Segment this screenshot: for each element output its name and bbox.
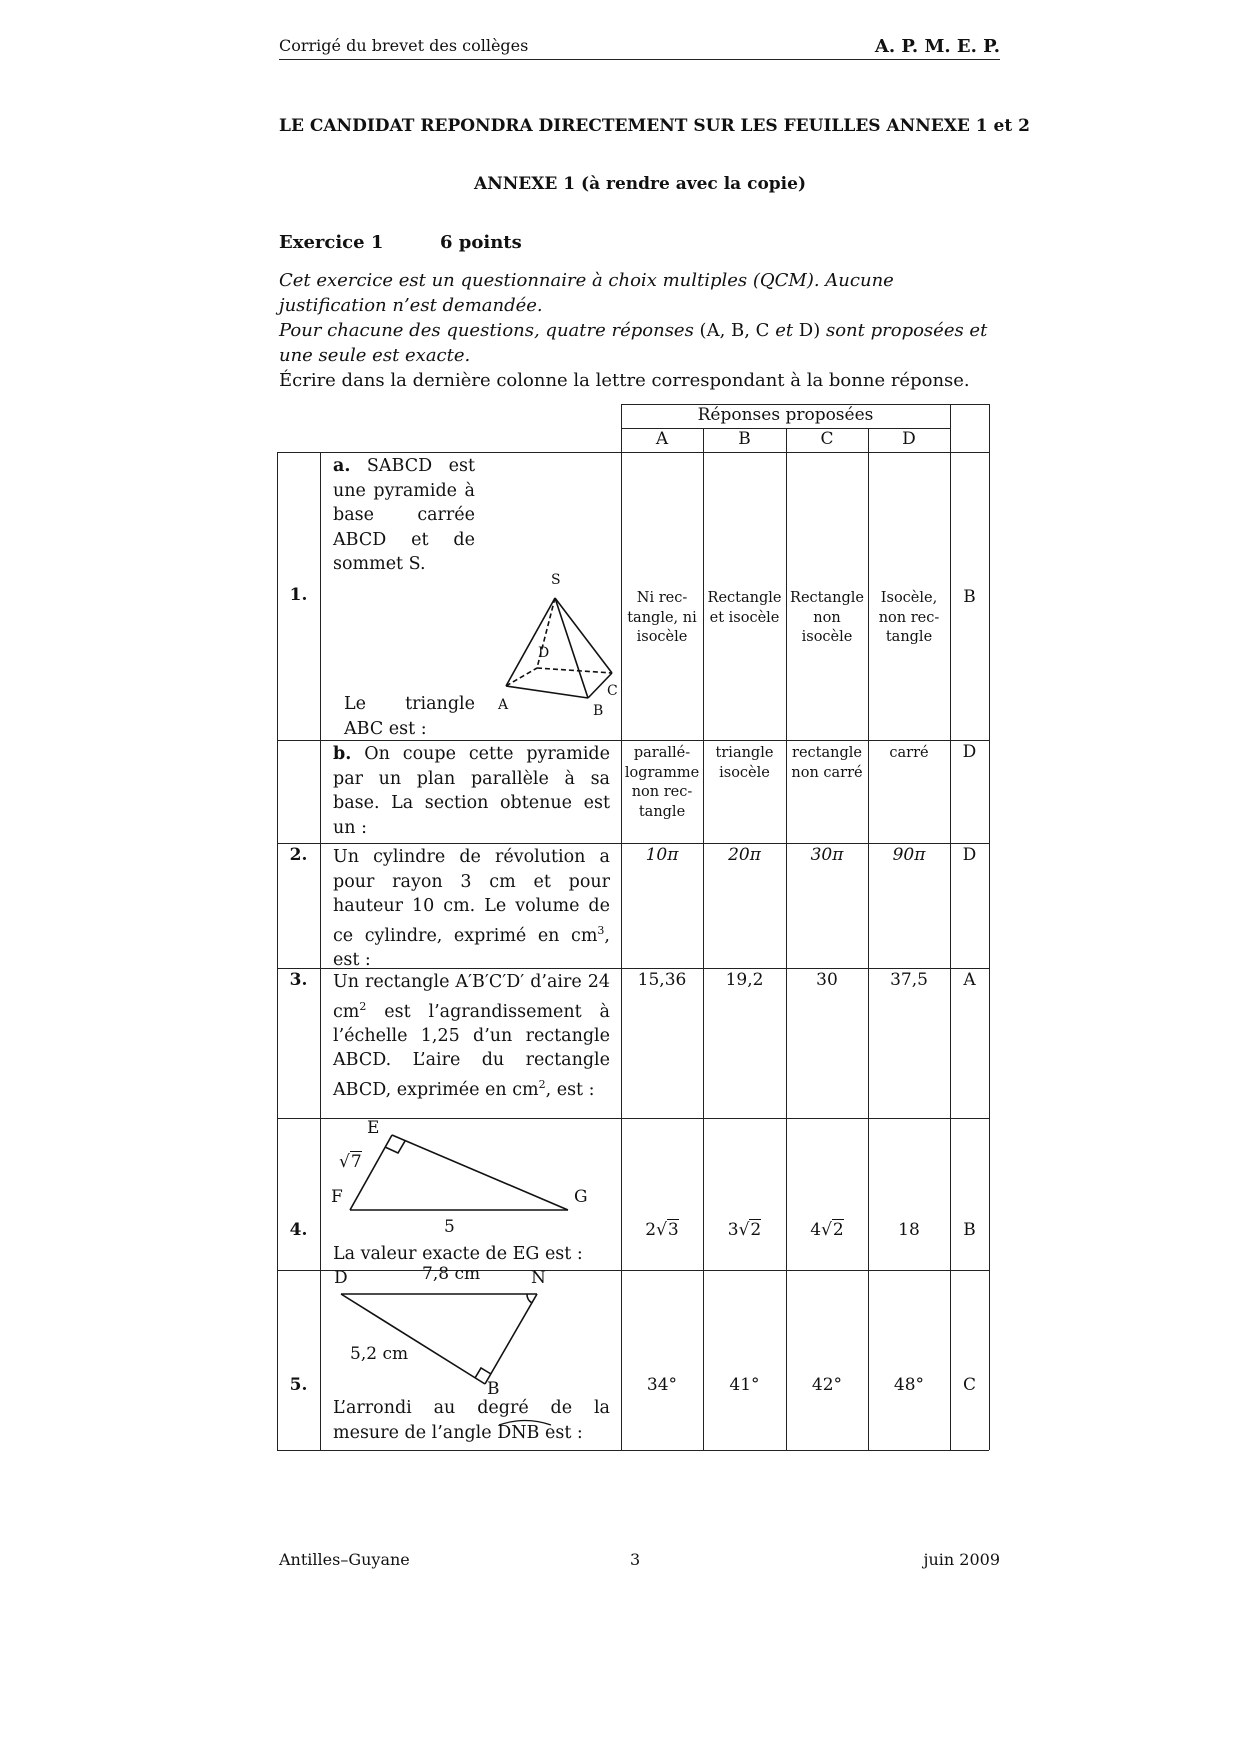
table-line [320, 452, 321, 1450]
annexe-title: ANNEXE 1 (à rendre avec la copie) [474, 174, 806, 194]
q1b-answer-b: triangle isocèle [715, 745, 774, 781]
question-number-1: 1. [289, 585, 308, 605]
pyramid-edge [555, 598, 588, 698]
q4-answer-d: 18 [898, 1220, 920, 1240]
header-rule [279, 59, 1000, 60]
angle-hat [497, 1418, 553, 1426]
label-d: D [334, 1268, 348, 1288]
table-line [868, 428, 869, 1450]
q1a-key: B [963, 587, 976, 607]
column-header-b: B [738, 429, 751, 449]
triangle-side-eg [392, 1135, 568, 1210]
q2-answer-a: 10π [645, 845, 679, 865]
q1b-answer-c: rectangle non carré [791, 745, 863, 781]
table-line [277, 452, 989, 453]
label-b: B [593, 703, 604, 719]
intro-line-3: Écrire dans la dernière colonne la lettre correspondant à la bonne réponse. [279, 370, 970, 391]
column-header-d: D [902, 429, 916, 449]
q1a-answer-b: Rectangle et isocèle [707, 590, 782, 626]
table-line [703, 428, 704, 1450]
q4-key: B [963, 1220, 976, 1240]
q1a-answer-c: Rectangle non isocèle [790, 590, 864, 645]
right-triangle-dnb [325, 1272, 565, 1392]
label-base-5: 5 [444, 1217, 455, 1237]
q5-key: C [962, 1375, 976, 1395]
label-e: E [367, 1118, 380, 1138]
q2-answer-d: 90π [892, 845, 926, 865]
q1a-text-top: a. SABCD est une pyramide à base carrée ABCD et de sommet S. [333, 456, 475, 574]
q4-text: La valeur exacte de EG est : [333, 1244, 583, 1264]
intro-line-1: Cet exercice est un questionnaire à choix multiples (QCM). Aucune justification n’est demandée. [279, 270, 894, 316]
question-number-2: 2. [289, 845, 308, 865]
triangle-side-nb [485, 1294, 537, 1384]
q1b-text: b. On coupe cette pyramide par un plan parallèle à sa base. La section obtenue est un : [333, 744, 610, 838]
intro-line-2: Pour chacune des questions, quatre réponses (A, B, C et D) sont proposées et une seule est exacte. [279, 320, 988, 366]
table-line [989, 404, 990, 1450]
label-side-slant: 5,2 cm [350, 1344, 409, 1364]
q1a-answer-a: Ni rec-tangle, ni isocèle [627, 590, 697, 645]
label-d: D [538, 645, 550, 661]
column-header-a: A [655, 429, 669, 449]
exercise-points: 6 points [440, 232, 522, 253]
pyramid-edge [506, 686, 588, 698]
q4-answer-c: 4√2 [810, 1220, 844, 1240]
q4-answer-b: 3√2 [727, 1220, 762, 1240]
q1b-answer-d: carré [889, 745, 929, 761]
q3-text: Un rectangle A′B′C′D′ d’aire 24 $cm^2$ est l’agrandissement à l’échelle 1,25 d’un rectangle ABCD. L’aire du rectangle ABCD, exprimée en $cm^2$, est : [333, 972, 610, 1100]
header-left: Corrigé du brevet des collèges [279, 36, 529, 55]
label-f: F [331, 1187, 343, 1207]
q3-answer-c: 30 [816, 970, 838, 990]
q2-key: D [962, 845, 977, 865]
q1a-answer-d: Isocèle, non rec-tangle [878, 590, 940, 645]
table-line [621, 404, 622, 1450]
table-line [277, 1118, 989, 1119]
label-s: S [551, 572, 561, 588]
triangle-side-db [341, 1294, 485, 1384]
table-line [277, 1270, 989, 1271]
q2-answer-c: 30π [810, 845, 844, 865]
pyramid-edge [506, 598, 555, 686]
table-line [950, 404, 951, 1450]
q3-answer-b: 19,2 [725, 970, 764, 990]
label-b: B [487, 1379, 500, 1399]
q3-key: A [963, 970, 976, 990]
triangle-side-fe [350, 1135, 392, 1210]
angle-arc [527, 1294, 532, 1303]
table-line [277, 843, 989, 844]
q5-answer-d: 48° [893, 1375, 925, 1395]
table-line [786, 428, 787, 1450]
question-number-3: 3. [289, 970, 308, 990]
question-number-5: 5. [289, 1375, 308, 1395]
q2-answer-b: 20π [728, 845, 761, 865]
pyramid-edge [555, 598, 612, 673]
group-header: Réponses proposées [697, 405, 874, 425]
q3-answer-d: 37,5 [890, 970, 928, 990]
q4-answer-a: 2√3 [645, 1220, 679, 1240]
q1b-answer-a: parallé-logramme non rec-tangle [624, 745, 700, 820]
exercise-intro [279, 268, 1001, 393]
footer-right: juin 2009 [923, 1550, 1000, 1569]
label-a: A [498, 697, 509, 713]
page-number: 3 [630, 1550, 641, 1569]
footer-left: Antilles–Guyane [279, 1550, 410, 1569]
label-sqrt7: √7 [339, 1152, 362, 1172]
label-n: N [531, 1268, 546, 1288]
q5-answer-b: 41° [729, 1375, 760, 1395]
q5-text: L’arrondi au degré de la mesure de l’angle DNB est : [333, 1398, 610, 1443]
header-right: A. P. M. E. P. [874, 36, 1000, 57]
q5-answer-c: 42° [811, 1375, 843, 1395]
q5-answer-a: 34° [646, 1375, 678, 1395]
pyramid-hidden-edge [537, 668, 612, 673]
label-c: C [607, 683, 618, 699]
q2-text: Un cylindre de révolution a pour rayon 3 cm et pour hauteur 10 cm. Le volume de ce cylindre, exprimé en $cm^3$, est : [333, 847, 610, 970]
label-side-top: 7,8 cm [422, 1264, 481, 1284]
column-header-c: C [820, 429, 834, 449]
table-line [277, 1450, 989, 1451]
question-number-4: 4. [289, 1220, 308, 1240]
label-g: G [574, 1187, 588, 1207]
q3-answer-a: 15,36 [637, 970, 687, 990]
exercise-title: Exercice 1 [279, 232, 384, 253]
q1b-key: D [962, 742, 977, 762]
instruction: LE CANDIDAT REPONDRA DIRECTEMENT SUR LES FEUILLES ANNEXE 1 et 2 [279, 116, 1030, 136]
q1a-text-bottom: Le triangle ABC est : [344, 694, 475, 739]
